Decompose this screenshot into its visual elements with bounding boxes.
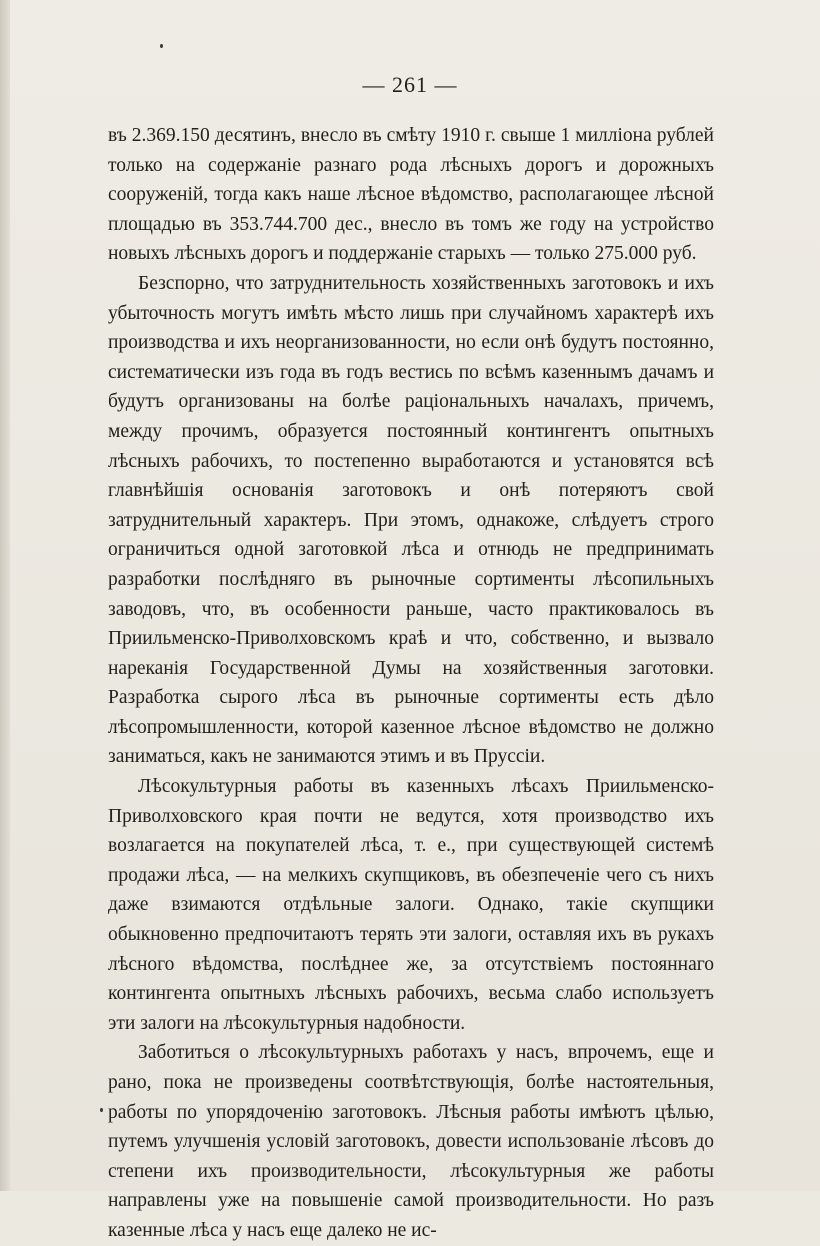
text-body bbox=[108, 121, 714, 1246]
paragraph-4: Заботиться о лѣсокультурныхъ работахъ у насъ, впрочемъ, еще и рано, пока не произведены соотвѣтствующія, болѣе настоятельныя, работы по упорядоченію заготовокъ. Лѣсныя работы имѣютъ цѣлью, путемъ улучшенія условій заготовокъ, довести использованіе лѣсовъ до степени ихъ производительности, лѣсокультурныя же работы направлены уже на повышеніе самой производительности. Но разъ казенные лѣса у насъ еще далеко не ис- bbox=[108, 1042, 714, 1241]
print-speck bbox=[160, 44, 163, 48]
print-speck bbox=[100, 1108, 103, 1112]
paragraph-3: Лѣсокультурныя работы въ казенныхъ лѣсахъ Приильменско-Приволховского края почти не ведутся, хотя производство ихъ возлагается на покупателей лѣса, т. е., при существующей системѣ продажи лѣса, — на мелкихъ скупщиковъ, въ обезпеченіе чего съ нихъ даже взимаются отдѣльные залоги. Однако, такіе скупщики обыкновенно предпочитаютъ терять эти залоги, оставляя ихъ въ рукахъ лѣсного вѣдомства, послѣднее же, за отсутствіемъ постояннаго контингента опытныхъ лѣсныхъ рабочихъ, весьма слабо используетъ эти залоги на лѣсокультурныя надобности. bbox=[108, 776, 714, 1034]
paragraph-2: Безспорно, что затруднительность хозяйственныхъ заготовокъ и ихъ убыточность могутъ имѣть мѣсто лишь при случайномъ характерѣ ихъ производства и ихъ неорганизованности, но если онѣ будутъ постоянно, систематически изъ года въ годъ вестись по всѣмъ казеннымъ дачамъ и будутъ организованы на болѣе раціональныхъ началахъ, причемъ, между прочимъ, образуется постоянный контингентъ опытныхъ лѣсныхъ рабочихъ, то постепенно выработаются и установятся всѣ главнѣйшія основанія заготовокъ и онѣ потеряютъ свой затруднительный характеръ. При этомъ, однакоже, слѣдуетъ строго ограничиться одной заготовкой лѣса и отнюдь не предпринимать разработки послѣдняго въ рыночные сортименты лѣсопильныхъ заводовъ, что, въ особенности раньше, часто практиковалось въ Приильменско-Приволховскомъ краѣ и что, собственно, и вызвало нареканія Государственной Думы на хозяйственныя заготовки. Разработка сырого лѣса въ рыночные сортименты есть дѣло лѣсопромышленности, которой казенное лѣсное вѣдомство не должно заниматься, какъ не занимаются этимъ и въ Пруссіи. bbox=[108, 272, 714, 768]
page-number: — 261 — bbox=[362, 72, 458, 97]
page-left-edge bbox=[0, 0, 10, 1191]
paragraph-1: въ 2.369.150 десятинъ, внесло въ смѣту 1910 г. свыше 1 милліона рублей только на содержаніе разнаго рода лѣсныхъ дорогъ и дорожныхъ сооруженій, тогда какъ наше лѣсное вѣдомство, располагающее лѣсной площадью въ 353.744.700 дес., внесло въ томъ же году на устройство новыхъ лѣсныхъ дорогъ и поддержаніе старыхъ — только 275.000 руб. bbox=[108, 125, 714, 265]
